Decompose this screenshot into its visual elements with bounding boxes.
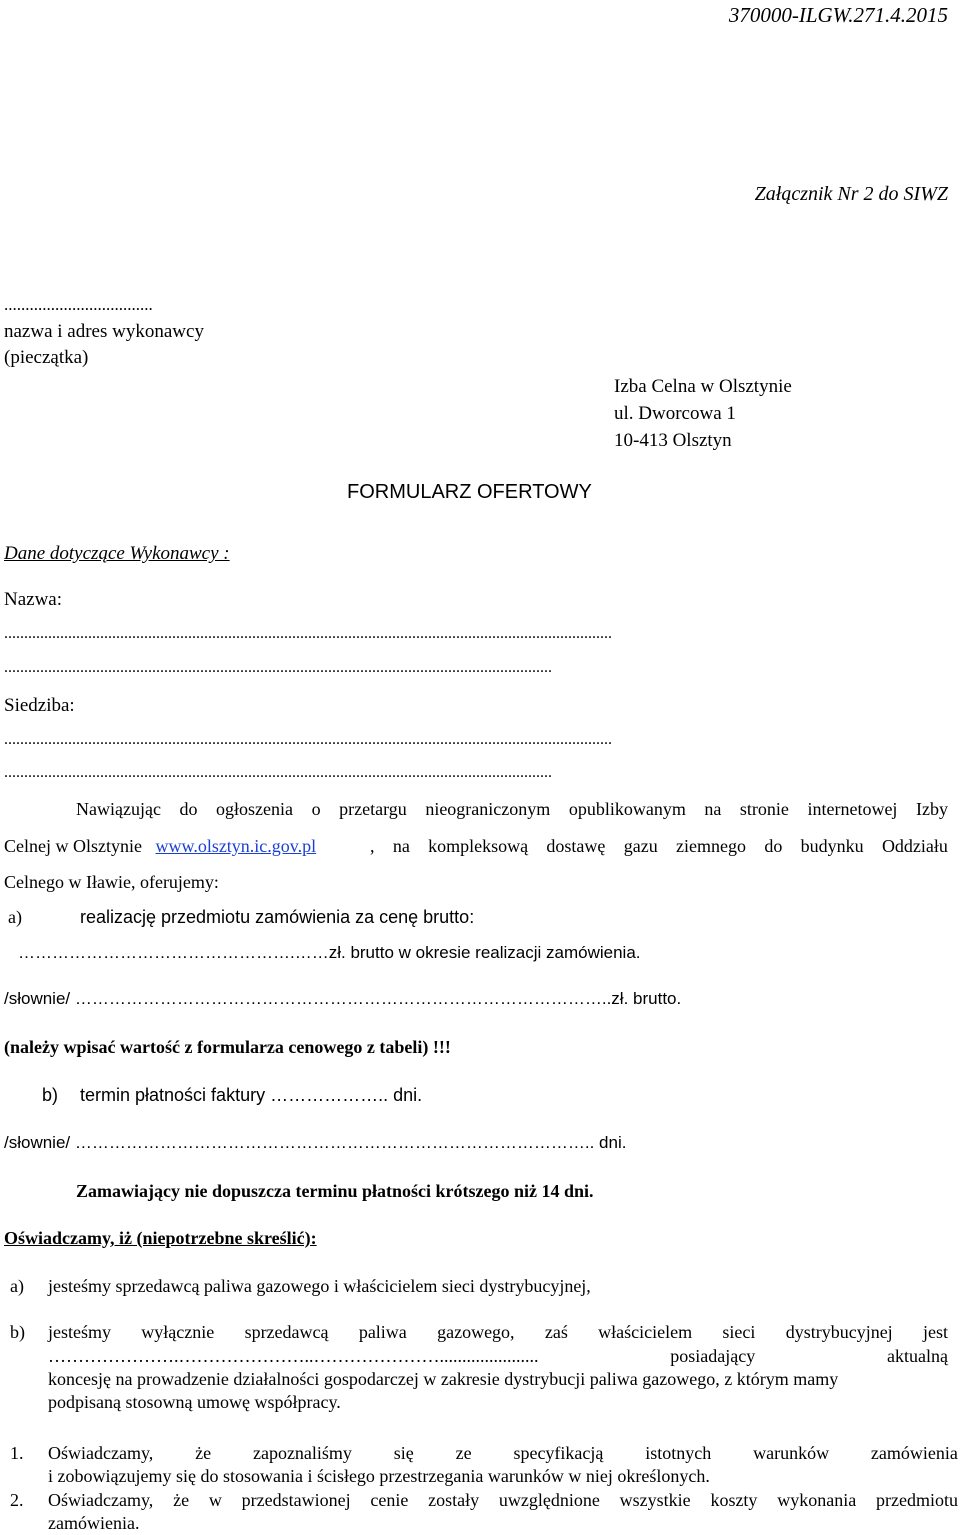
declaration-word: jesteśmy [48, 1322, 111, 1342]
statement-word: wszystkie [619, 1490, 691, 1510]
declaration-b-line-4: podpisaną stosowną umowę współpracy. [48, 1392, 341, 1412]
distributor-blank-dots: ………………….…………………..…………………...................... [48, 1346, 539, 1366]
declaration-heading: Oświadczamy, iż (niepotrzebne skreślić): [4, 1228, 317, 1248]
statement-1-line-1 [48, 1442, 958, 1465]
intro-word: na [392, 836, 410, 856]
statement-2-line-2: zamówienia. [48, 1513, 140, 1533]
statement-1-label: 1. [10, 1443, 24, 1463]
declaration-word: jest [922, 1322, 948, 1342]
contractor-stamp-label: (pieczątka) [4, 347, 89, 368]
contractor-stamp-dots: ................................... [4, 295, 153, 314]
days-in-words-line: /słownie/ ……………………………………………………………………………….. dni. [4, 1133, 627, 1152]
intro-word: , [370, 836, 375, 856]
declaration-word: paliwa [358, 1322, 407, 1342]
statement-word: że [173, 1490, 190, 1510]
intro-word: do [179, 799, 198, 819]
declaration-word: gazowego, [437, 1322, 515, 1342]
statement-word: ze [455, 1443, 472, 1463]
intro-word: ziemnego [676, 836, 746, 856]
intro-word: Izby [915, 799, 948, 819]
document-reference-number: 370000-ILGW.271.4.2015 [728, 3, 948, 27]
declaration-word: posiadający [670, 1346, 756, 1366]
intro-word: budynku [800, 836, 864, 856]
statement-word: Oświadczamy, [48, 1490, 154, 1510]
price-in-words-line: /słownie/ …………………………………………………………………………………..zł. brutto. [4, 989, 682, 1008]
statement-word: zostały [428, 1490, 480, 1510]
intro-word: do [764, 836, 783, 856]
intro-word: nieograniczonym [425, 799, 551, 819]
declaration-word: zaś [544, 1322, 568, 1342]
intro-word: dostawę [546, 836, 606, 856]
statement-word: przedmiotu [875, 1490, 958, 1510]
statement-word: że [195, 1443, 212, 1463]
form-title: FORMULARZ OFERTOWY [347, 481, 592, 503]
seat-field-dots-line-1: ........................................................................................................................................................ [4, 731, 612, 748]
intro-word: gazu [623, 836, 658, 856]
name-field-dots-line-1: ........................................................................................................................................................ [4, 625, 612, 642]
statement-word: specyfikacją [513, 1443, 604, 1463]
declaration-b-line-1 [48, 1321, 948, 1344]
seat-field-dots-line-2: ......................................................................................................................................... [4, 764, 552, 781]
intro-word: przetargu [339, 799, 407, 819]
seat-field-label: Siedziba: [4, 695, 75, 716]
statement-1-line-2: i zobowiązujemy się do stosowania i ścisłego przestrzegania warunków w niej określonych. [48, 1466, 710, 1486]
item-b-label: b) [42, 1085, 59, 1105]
intro-word: Oddziału [881, 836, 948, 856]
intro-word: Nawiązując [76, 799, 161, 819]
intro-line-1 [76, 798, 948, 821]
statement-2-label: 2. [10, 1490, 24, 1510]
item-a-text: realizację przedmiotu zamówienia za cenę brutto: [80, 907, 475, 927]
intro-word: na [704, 799, 722, 819]
contractor-data-heading: Dane dotyczące Wykonawcy : [4, 543, 230, 564]
declaration-word: aktualną [887, 1346, 948, 1366]
declaration-word: sprzedawcą [244, 1322, 329, 1342]
intro-line-2-prefix: Celnej w Olsztynie [4, 836, 142, 856]
intro-word: opublikowanym [568, 799, 686, 819]
declaration-a-label: a) [10, 1276, 24, 1296]
intro-word: kompleksową [428, 836, 529, 856]
item-b-text: termin płatności faktury ……………….. dni. [80, 1085, 423, 1105]
name-field-label: Nazwa: [4, 589, 63, 610]
statement-word: zapoznaliśmy [252, 1443, 352, 1463]
minimum-payment-term-note: Zamawiający nie dopuszcza terminu płatności krótszego niż 14 dni. [76, 1181, 594, 1201]
statement-word: koszty [710, 1490, 758, 1510]
statement-word: uwzględnione [498, 1490, 600, 1510]
statement-2-line-1 [48, 1489, 958, 1512]
contractor-name-label: nazwa i adres wykonawcy [4, 321, 204, 342]
statement-word: cenie [370, 1490, 409, 1510]
declaration-word: dystrybucyjnej [785, 1322, 893, 1342]
declaration-word: sieci [722, 1322, 756, 1342]
statement-word: się [393, 1443, 414, 1463]
intro-word: stronie [739, 799, 789, 819]
intro-word: ogłoszenia [216, 799, 294, 819]
intro-word: internetowej [807, 799, 898, 819]
intro-word: o [311, 799, 321, 819]
statement-word: w [208, 1490, 222, 1510]
declaration-b-line-3: koncesję na prowadzenie działalności gospodarczej w zakresie dystrybucji paliwa gazowego, z którym mamy [48, 1369, 839, 1389]
statement-word: wykonania [777, 1490, 857, 1510]
recipient-name: Izba Celna w Olsztynie [614, 376, 792, 397]
declaration-word: właścicielem [598, 1322, 693, 1342]
statement-word: przedstawionej [241, 1490, 351, 1510]
price-note: (należy wpisać wartość z formularza cenowego z tabeli) !!! [4, 1037, 451, 1057]
price-line: ………………………………………….……zł. brutto w okresie realizacji zamówienia. [18, 943, 641, 962]
customs-website-link[interactable]: www.olsztyn.ic.gov.pl [155, 836, 317, 856]
intro-line-2-start [4, 835, 316, 858]
statement-word: warunków [753, 1443, 830, 1463]
statement-word: Oświadczamy, [48, 1443, 154, 1463]
statement-word: istotnych [645, 1443, 712, 1463]
recipient-postal-city: 10-413 Olsztyn [614, 430, 732, 451]
declaration-b-label: b) [10, 1322, 25, 1342]
intro-line-2-rest [370, 835, 948, 858]
declaration-a-text: jesteśmy sprzedawcą paliwa gazowego i właścicielem sieci dystrybucyjnej, [48, 1276, 591, 1296]
intro-line-3: Celnego w Iławie, oferujemy: [4, 872, 219, 892]
statement-word: zamówienia [870, 1443, 958, 1463]
annex-title: Załącznik Nr 2 do SIWZ [754, 183, 948, 205]
declaration-b-line-2 [48, 1345, 948, 1368]
recipient-street: ul. Dworcowa 1 [614, 403, 736, 424]
name-field-dots-line-2: ......................................................................................................................................... [4, 659, 552, 676]
declaration-word: wyłącznie [141, 1322, 215, 1342]
item-a-label: a) [8, 907, 22, 927]
